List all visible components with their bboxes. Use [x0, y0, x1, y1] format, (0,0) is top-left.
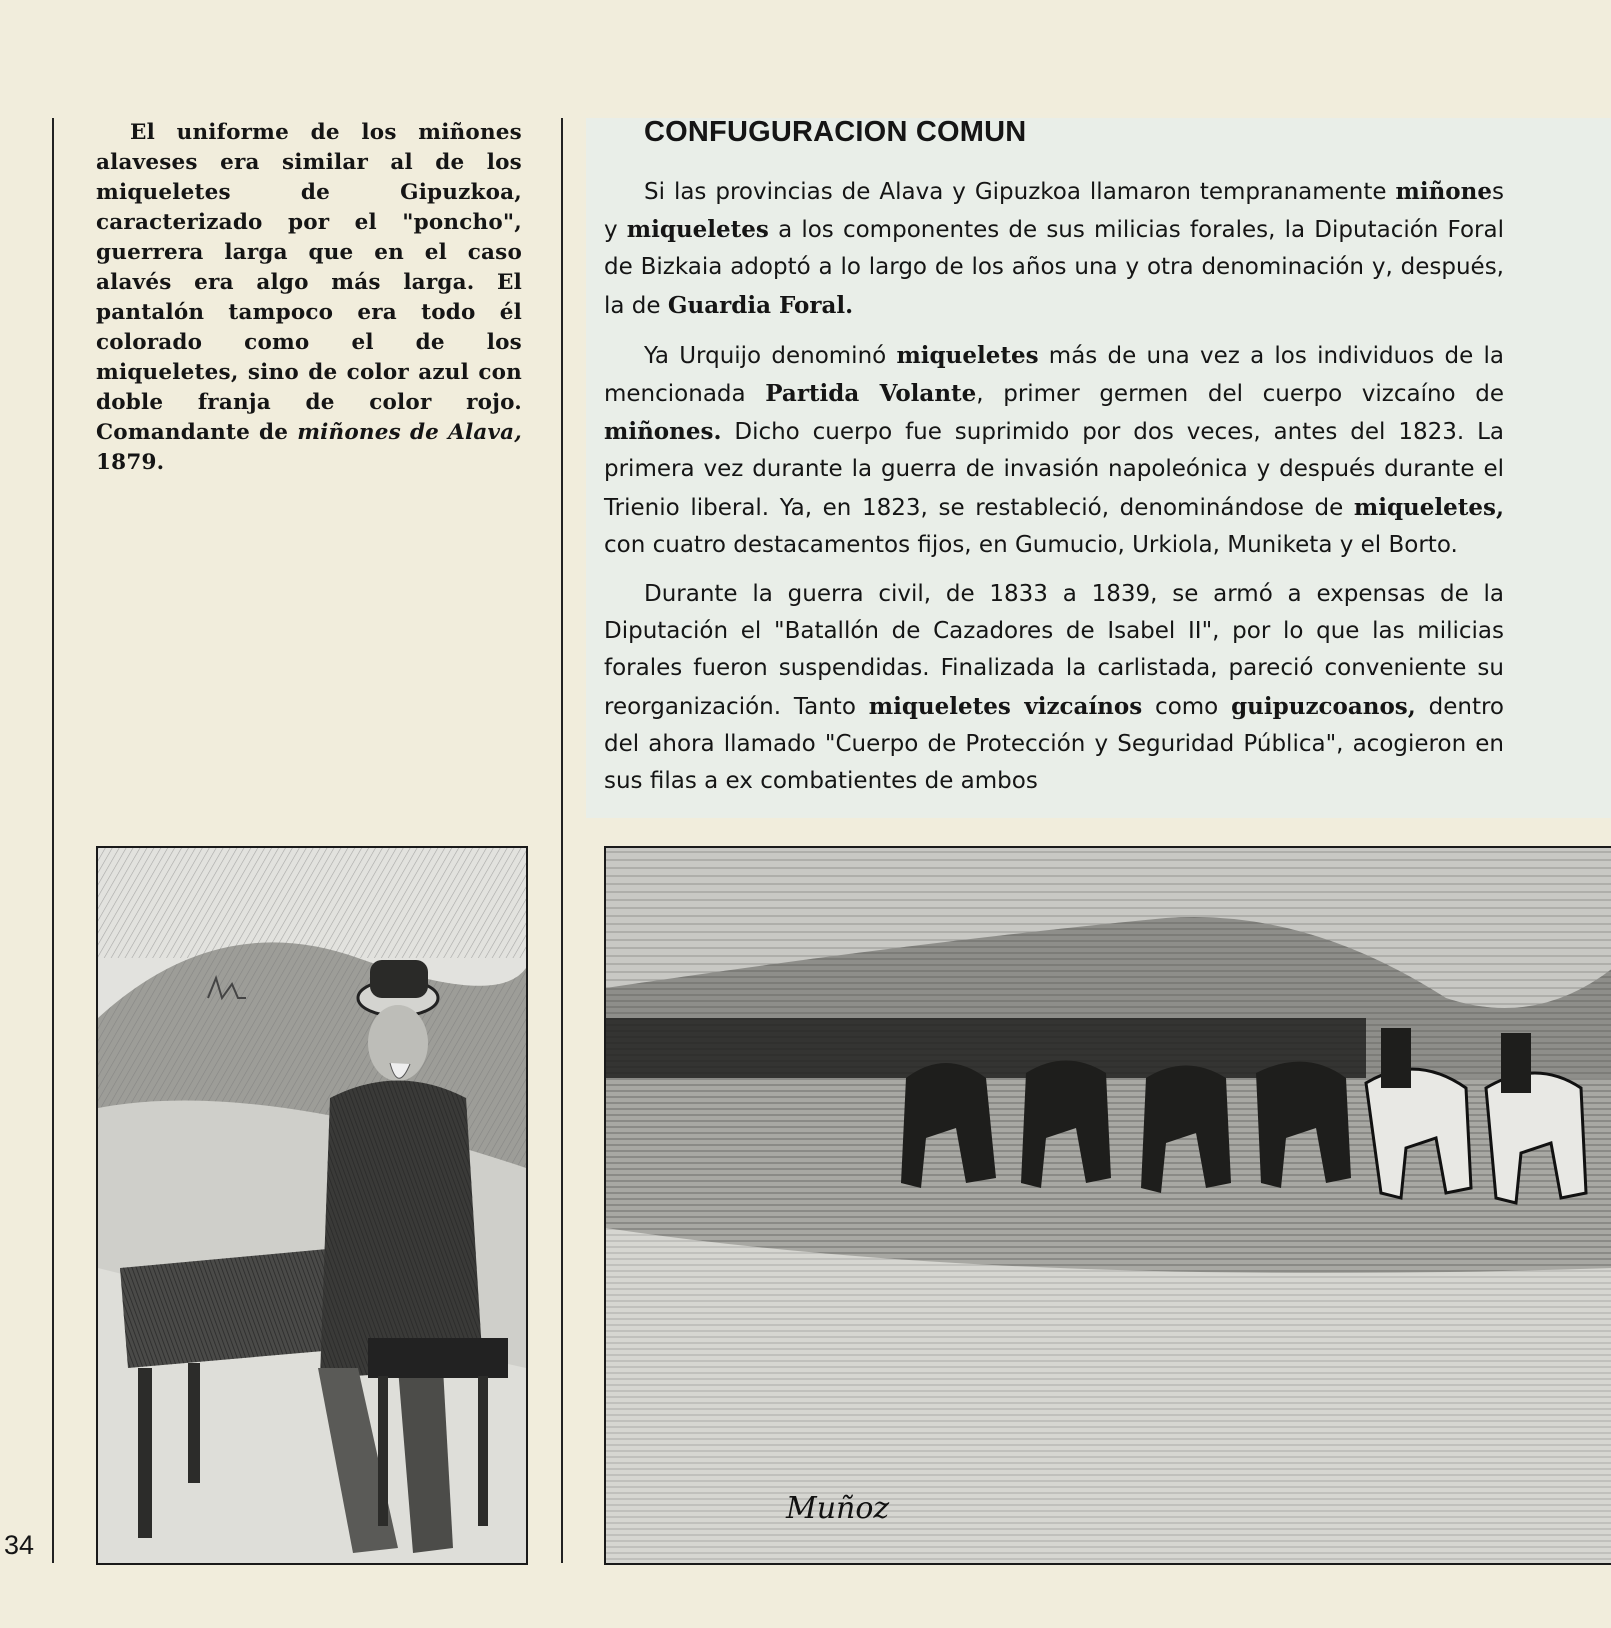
caption-italic: miñones de Alava, [297, 420, 522, 445]
engraving-signature: Muñoz [786, 1491, 890, 1526]
article-body [604, 173, 1504, 812]
paragraph-3: Durante la guerra civil, de 1833 a 1839, se armó a expensas de la Diputación el "Batallón de Cazadores de Isabel II", por lo que las milicias forales fueron suspendidas. Finalizada la carlistada, pareció conveniente su reorganización. Tanto miqueletes vizcaínos como guipuzcoanos, dentro del ahora llamado "Cuerpo de Protección y Seguridad Pública", acogieron en sus filas a ex combatientes de ambos [604, 581, 1504, 795]
column-rule-left [52, 118, 54, 1563]
engraving-comandante-seated [96, 846, 528, 1565]
engraving-cavalry-march [604, 846, 1611, 1565]
paragraph-2: Ya Urquijo denominó miqueletes más de una vez a los individuos de la mencionada Partida Volante, primer germen del cuerpo vizcaíno de miñones. Dicho cuerpo fue suprimido por dos veces, antes del 1823. La primera vez durante la guerra de invasión napoleónica y después durante el Trienio liberal. Ya, en 1823, se restableció, denominándose de miqueletes, con cuatro destacamentos fijos, en Gumucio, Urkiola, Muniketa y el Borto. [604, 341, 1505, 558]
paragraph-1: Si las provincias de Alava y Gipuzkoa llamaron tempranamente miñones y miqueletes a los componentes de sus milicias forales, la Diputación Foral de Bizkaia adoptó a lo largo de los años una y otra denominación y, después, la de Guardia Foral. [604, 178, 1504, 319]
illustration-caption: El uniforme de los miñones alaveses era similar al de los miqueletes de Gipuzkoa, caracterizado por el "poncho", guerrera larga que en el caso alavés era algo más larga. El pantalón tampoco era todo él colorado como el de los miqueletes, sino de color azul con doble franja de color rojo. Comandante de miñones de Alava, 1879. [96, 120, 522, 475]
section-heading: CONFUGURACION COMUN [644, 116, 1027, 148]
engraving-comandante-svg [98, 848, 526, 1563]
page-number: 34 [4, 1530, 35, 1560]
column-rule-middle [561, 118, 563, 1563]
engraving-cavalry-svg [606, 848, 1611, 1563]
